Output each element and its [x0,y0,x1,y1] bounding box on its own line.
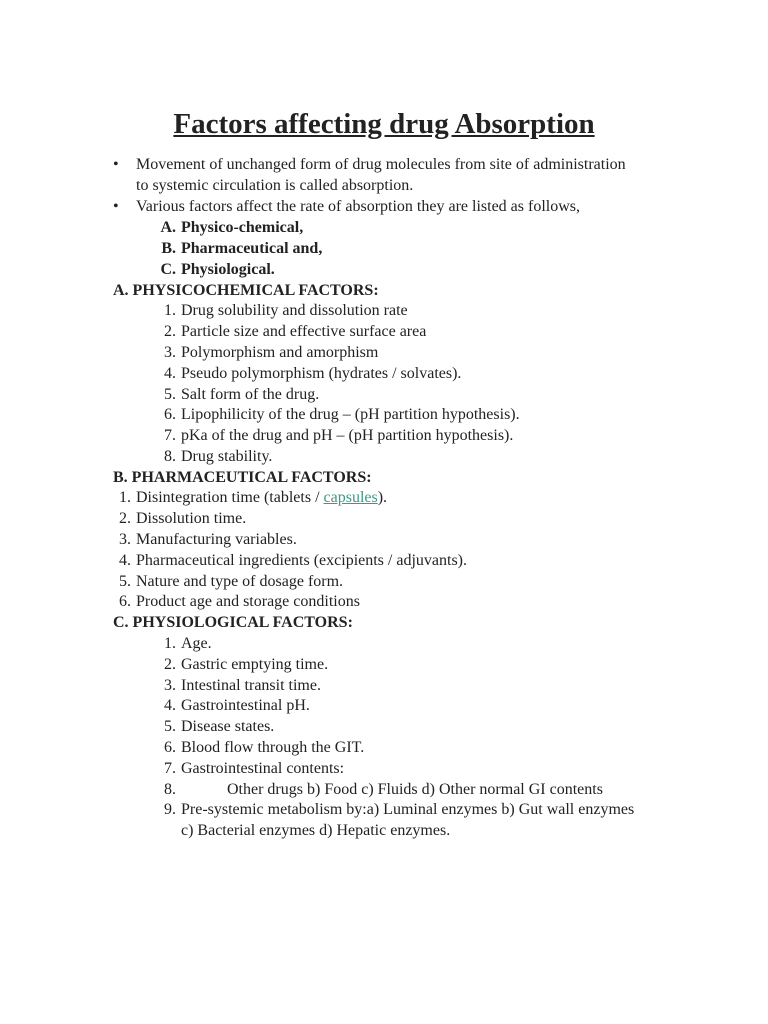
list-item: Disease states. [181,718,275,735]
list-item-text-end: ). [377,489,388,506]
list-number: 9. [164,801,176,818]
list-item: Gastric emptying time. [181,656,329,673]
sub-item-physico-chemical: Physico-chemical, [181,219,304,236]
sub-marker-b: B. [161,240,176,257]
section-heading-pharmaceutical: B. PHARMACEUTICAL FACTORS: [113,469,372,486]
list-number: 3. [119,531,131,548]
list-number: 1. [164,302,176,319]
sub-marker-c: C. [160,261,176,278]
list-item: Age. [181,635,212,652]
list-item: Polymorphism and amorphism [181,344,379,361]
list-number: 2. [164,656,176,673]
list-item: Drug solubility and dissolution rate [181,302,408,319]
list-number: 8. [164,448,176,465]
list-item: Drug stability. [181,448,273,465]
list-number: 1. [164,635,176,652]
list-item: Blood flow through the GIT. [181,739,365,756]
list-item: Salt form of the drug. [181,386,320,403]
list-item: Pseudo polymorphism (hydrates / solvates). [181,365,462,382]
list-number: 4. [164,365,176,382]
list-number: 5. [164,386,176,403]
list-item: Pharmaceutical ingredients (excipients / adjuvants). [136,552,467,569]
bullet-marker: • [113,156,119,173]
capsules-link[interactable]: capsules [323,489,378,506]
list-item [136,488,387,508]
list-item: Nature and type of dosage form. [136,573,344,590]
section-heading-physiological: C. PHYSIOLOGICAL FACTORS: [113,614,353,631]
list-item: pKa of the drug and pH – (pH partition hypothesis). [181,427,514,444]
list-item: Particle size and effective surface area [181,323,427,340]
list-number: 2. [119,510,131,527]
intro-bullet-1-line-1: Movement of unchanged form of drug molecules from site of administration [136,156,626,173]
list-number: 4. [164,697,176,714]
list-number: 7. [164,760,176,777]
list-number: 5. [164,718,176,735]
list-number: 6. [164,406,176,423]
list-number: 7. [164,427,176,444]
list-item: Gastrointestinal contents: [181,760,345,777]
page-title: Factors affecting drug Absorption [173,108,595,140]
sub-marker-a: A. [160,219,176,236]
list-item: Lipophilicity of the drug – (pH partition hypothesis). [181,406,520,423]
list-item: Pre-systemic metabolism by:a) Luminal enzymes b) Gut wall enzymes [181,801,635,818]
list-item: Other drugs b) Food c) Fluids d) Other normal GI contents [227,781,603,798]
list-number: 3. [164,344,176,361]
list-number: 6. [119,593,131,610]
list-number: 2. [164,323,176,340]
list-number: 1. [119,489,131,506]
list-item: Dissolution time. [136,510,247,527]
list-number: 8. [164,781,176,798]
intro-bullet-2: Various factors affect the rate of absorption they are listed as follows, [136,198,580,215]
list-item: Manufacturing variables. [136,531,297,548]
sub-item-physiological: Physiological. [181,261,275,278]
section-heading-physicochemical: A. PHYSICOCHEMICAL FACTORS: [113,282,379,299]
list-item: Intestinal transit time. [181,677,321,694]
list-item-continuation: c) Bacterial enzymes d) Hepatic enzymes. [181,822,451,839]
list-item: Gastrointestinal pH. [181,697,310,714]
list-number: 6. [164,739,176,756]
list-number: 3. [164,677,176,694]
list-number: 5. [119,573,131,590]
sub-item-pharmaceutical: Pharmaceutical and, [181,240,323,257]
list-item-text: Disintegration time (tablets / [136,489,324,506]
bullet-marker: • [113,198,119,215]
intro-bullet-1-line-2: to systemic circulation is called absorption. [136,177,414,194]
list-number: 4. [119,552,131,569]
list-item: Product age and storage conditions [136,593,360,610]
